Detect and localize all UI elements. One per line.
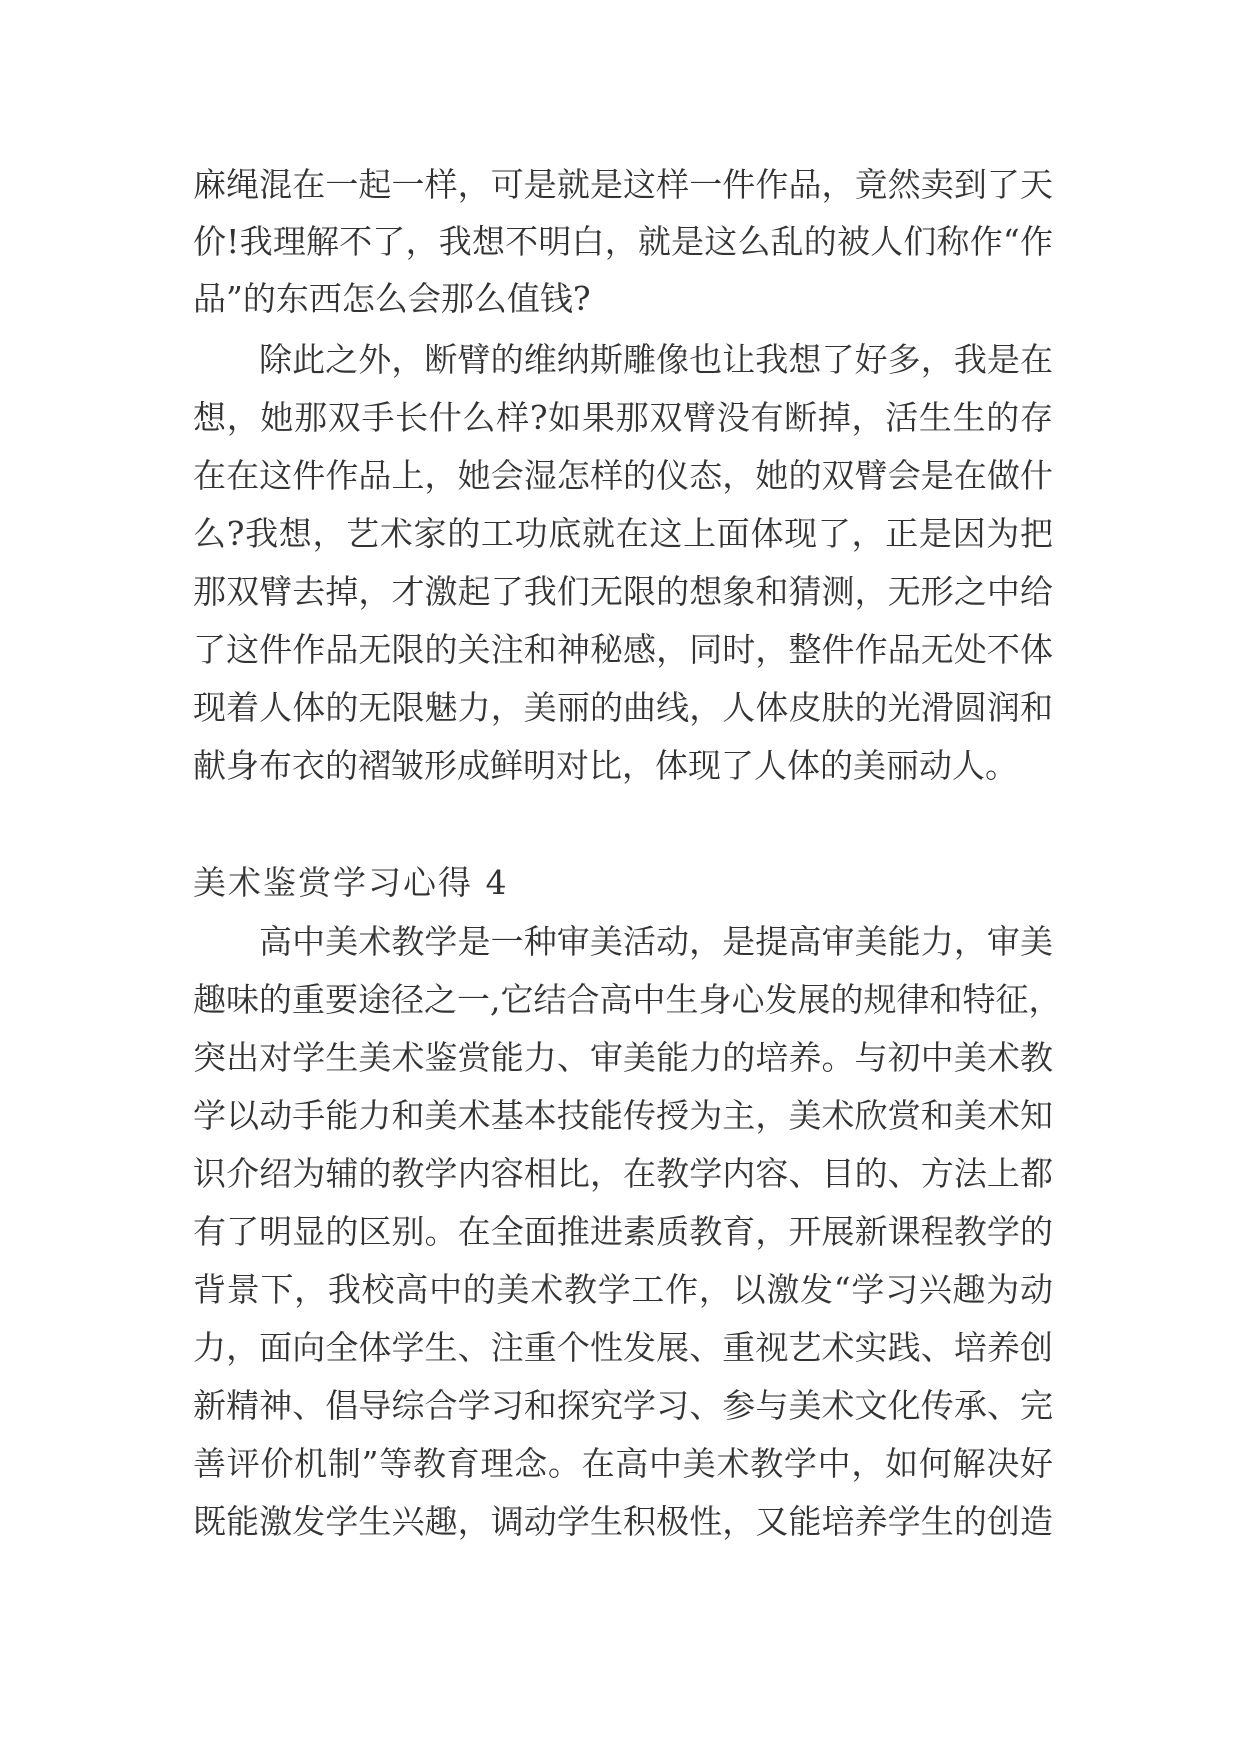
paragraph-3-line-3: 突出对学生美术鉴赏能力、审美能力的培养。与初中美术教 bbox=[193, 1038, 1053, 1077]
paragraph-3-line-4: 学以动手能力和美术基本技能传授为主，美术欣赏和美术知 bbox=[193, 1096, 1053, 1135]
section-heading: 美术鉴赏学习心得 4 bbox=[193, 863, 509, 902]
paragraph-2-line-2: 想，她那双手长什么样?如果那双臂没有断掉，活生生的存 bbox=[193, 398, 1053, 437]
paragraph-3-line-2: 趣味的重要途径之一,它结合高中生身心发展的规律和特征， bbox=[193, 980, 1062, 1019]
paragraph-2-line-1: 除此之外，断臂的维纳斯雕像也让我想了好多，我是在 bbox=[259, 340, 1053, 379]
paragraph-1-line-2: 价!我理解不了，我想不明白，就是这么乱的被人们称作“作 bbox=[193, 222, 1053, 261]
paragraph-3-line-10: 善评价机制”等教育理念。在高中美术教学中，如何解决好 bbox=[193, 1444, 1053, 1483]
paragraph-3-line-8: 力，面向全体学生、注重个性发展、重视艺术实践、培养创 bbox=[193, 1328, 1053, 1367]
paragraph-1-line-3: 品”的东西怎么会那么值钱? bbox=[193, 279, 591, 318]
paragraph-3-line-6: 有了明显的区别。在全面推进素质教育，开展新课程教学的 bbox=[193, 1212, 1053, 1251]
paragraph-1-line-1: 麻绳混在一起一样，可是就是这样一件作品，竟然卖到了天 bbox=[193, 165, 1053, 204]
paragraph-3-line-7: 背景下，我校高中的美术教学工作，以激发“学习兴趣为动 bbox=[193, 1270, 1053, 1309]
paragraph-3-line-5: 识介绍为辅的教学内容相比，在教学内容、目的、方法上都 bbox=[193, 1154, 1053, 1193]
paragraph-2-line-3: 在在这件作品上，她会湿怎样的仪态，她的双臂会是在做什 bbox=[193, 456, 1053, 495]
paragraph-2-line-7: 现着人体的无限魅力，美丽的曲线，人体皮肤的光滑圆润和 bbox=[193, 688, 1053, 727]
paragraph-3-line-11: 既能激发学生兴趣，调动学生积极性，又能培养学生的创造 bbox=[193, 1502, 1053, 1541]
paragraph-2-line-8: 献身布衣的褶皱形成鲜明对比，体现了人体的美丽动人。 bbox=[193, 746, 1018, 785]
paragraph-2-line-5: 那双臂去掉，才激起了我们无限的想象和猜测，无形之中给 bbox=[193, 572, 1053, 611]
paragraph-2-line-6: 了这件作品无限的关注和神秘感，同时，整件作品无处不体 bbox=[193, 630, 1053, 669]
paragraph-2-line-4: 么?我想，艺术家的工功底就在这上面体现了，正是因为把 bbox=[193, 514, 1053, 553]
paragraph-3-line-9: 新精神、倡导综合学习和探究学习、参与美术文化传承、完 bbox=[193, 1386, 1053, 1425]
paragraph-3-line-1: 高中美术教学是一种审美活动，是提高审美能力，审美 bbox=[259, 922, 1053, 961]
